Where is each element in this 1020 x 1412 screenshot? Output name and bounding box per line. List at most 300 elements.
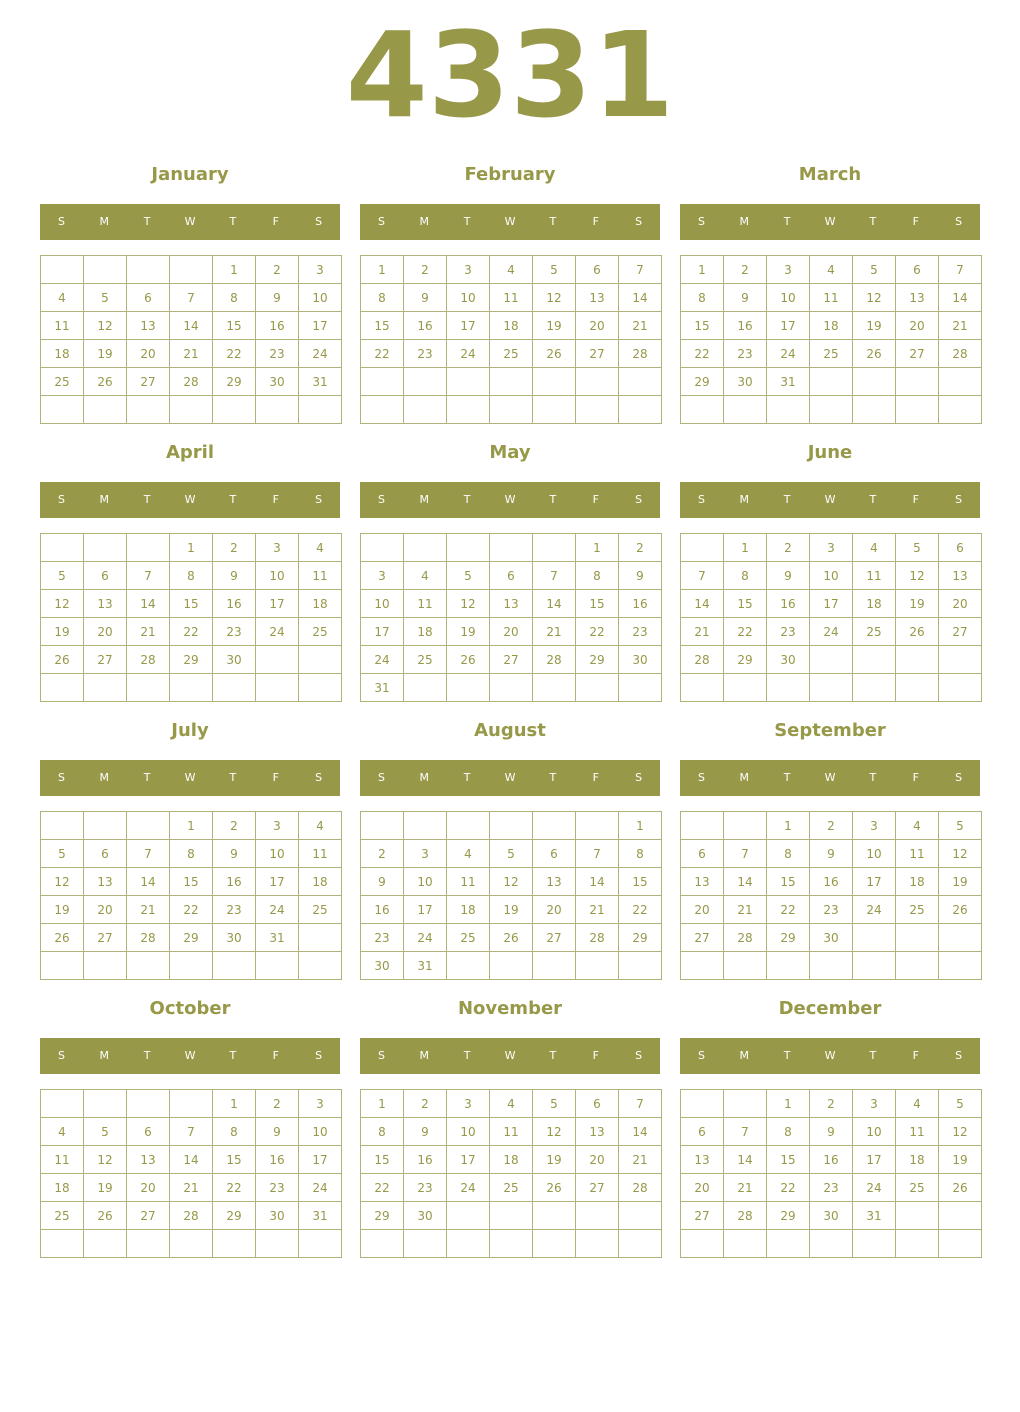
day-cell: 28 [681,646,724,674]
day-cell: 24 [299,340,342,368]
weekday-label: S [697,493,705,506]
weekday-label: W [824,493,836,506]
week-row [41,646,342,674]
empty-day-cell [84,1230,127,1258]
weekday-label: W [824,771,836,784]
month-name: June [807,442,853,463]
day-cell: 15 [619,868,662,896]
day-cell: 23 [256,1174,299,1202]
weekday-label: M [419,1049,430,1062]
day-cell: 21 [533,618,576,646]
day-cell: 3 [299,256,342,284]
day-cell: 21 [724,1174,767,1202]
empty-day-cell [767,674,810,702]
day-cell: 13 [127,312,170,340]
day-cell: 30 [213,646,256,674]
day-cell: 7 [170,284,213,312]
empty-day-cell [576,674,619,702]
weekday-label: S [57,771,65,784]
day-cell: 15 [681,312,724,340]
week-row [681,534,982,562]
empty-day-cell [533,952,576,980]
weekday-label: W [824,215,836,228]
weekday-label: F [912,493,919,506]
day-cell: 5 [896,534,939,562]
week-row [361,1090,662,1118]
week-row [361,284,662,312]
empty-day-cell [256,396,299,424]
day-cell: 6 [896,256,939,284]
day-cell: 25 [299,896,342,924]
day-cell: 9 [256,1118,299,1146]
day-cell: 2 [724,256,767,284]
day-cell: 17 [299,1146,342,1174]
week-row [41,1230,342,1258]
empty-day-cell [490,368,533,396]
empty-day-cell [896,674,939,702]
day-cell: 26 [853,340,896,368]
day-cell: 19 [853,312,896,340]
day-cell: 10 [256,840,299,868]
weekday-label: S [955,1049,963,1062]
day-cell: 18 [41,340,84,368]
day-cell: 11 [299,840,342,868]
week-row [41,840,342,868]
empty-day-cell [576,396,619,424]
week-row [681,812,982,840]
day-grid [360,533,662,702]
day-cell: 9 [213,840,256,868]
empty-day-cell [361,812,404,840]
empty-day-cell [681,396,724,424]
week-row [681,1174,982,1202]
day-cell: 18 [447,896,490,924]
empty-day-cell [619,674,662,702]
week-row [361,924,662,952]
week-row [41,590,342,618]
day-cell: 19 [447,618,490,646]
day-cell: 6 [576,256,619,284]
day-cell: 2 [810,1090,853,1118]
day-cell: 2 [404,256,447,284]
day-grid [680,255,982,424]
day-cell: 25 [41,368,84,396]
day-cell: 3 [853,1090,896,1118]
day-cell: 28 [619,1174,662,1202]
day-cell: 6 [127,1118,170,1146]
day-cell: 26 [41,924,84,952]
weekday-label: T [783,493,791,506]
weekday-label: S [57,215,65,228]
empty-day-cell [404,1230,447,1258]
day-cell: 18 [490,312,533,340]
day-cell: 19 [84,1174,127,1202]
week-row [361,312,662,340]
weekday-label: W [504,771,516,784]
day-cell: 2 [213,812,256,840]
empty-day-cell [681,674,724,702]
empty-day-cell [939,952,982,980]
day-cell: 4 [896,1090,939,1118]
weekday-label: T [869,771,877,784]
empty-day-cell [127,396,170,424]
day-cell: 25 [853,618,896,646]
day-cell: 20 [490,618,533,646]
week-row [361,618,662,646]
empty-day-cell [939,396,982,424]
day-cell: 6 [84,562,127,590]
day-cell: 25 [41,1202,84,1230]
day-cell: 13 [896,284,939,312]
day-cell: 25 [299,618,342,646]
day-grid [680,1089,982,1258]
day-cell: 13 [490,590,533,618]
week-row [41,1146,342,1174]
day-cell: 25 [447,924,490,952]
empty-day-cell [299,646,342,674]
empty-day-cell [810,396,853,424]
day-cell: 13 [533,868,576,896]
day-cell: 11 [447,868,490,896]
weekday-label: M [419,771,430,784]
empty-day-cell [724,1230,767,1258]
day-cell: 24 [256,896,299,924]
day-cell: 26 [939,1174,982,1202]
month-name: April [165,442,215,463]
day-cell: 7 [619,256,662,284]
weekday-label: S [315,1049,323,1062]
day-cell: 12 [896,562,939,590]
day-cell: 10 [404,868,447,896]
weekday-label: F [272,1049,279,1062]
empty-day-cell [767,1230,810,1258]
empty-day-cell [127,256,170,284]
day-cell: 26 [939,896,982,924]
empty-day-cell [41,952,84,980]
day-cell: 3 [361,562,404,590]
empty-day-cell [170,1230,213,1258]
day-grid [40,533,342,702]
day-cell: 19 [533,1146,576,1174]
weekday-label: M [99,1049,110,1062]
day-cell: 4 [447,840,490,868]
day-cell: 20 [681,1174,724,1202]
day-cell: 26 [41,646,84,674]
day-cell: 30 [810,1202,853,1230]
day-cell: 16 [404,1146,447,1174]
empty-day-cell [533,812,576,840]
weekday-header [40,482,340,518]
weekday-label: W [824,1049,836,1062]
empty-day-cell [619,1230,662,1258]
weekday-label: F [592,1049,599,1062]
day-cell: 9 [810,1118,853,1146]
week-row [41,534,342,562]
day-cell: 2 [619,534,662,562]
day-cell: 4 [853,534,896,562]
weekday-label: M [739,1049,750,1062]
day-cell: 20 [127,1174,170,1202]
day-cell: 21 [619,1146,662,1174]
day-cell: 12 [490,868,533,896]
day-cell: 5 [84,1118,127,1146]
week-row [41,1174,342,1202]
empty-day-cell [213,674,256,702]
week-row [681,924,982,952]
week-row [361,1118,662,1146]
empty-day-cell [939,674,982,702]
day-cell: 27 [84,646,127,674]
empty-day-cell [447,1202,490,1230]
day-cell: 1 [170,534,213,562]
empty-day-cell [853,952,896,980]
day-cell: 4 [810,256,853,284]
day-cell: 21 [127,896,170,924]
day-cell: 25 [896,1174,939,1202]
empty-day-cell [681,1230,724,1258]
month-name: December [778,998,882,1019]
empty-day-cell [127,812,170,840]
empty-day-cell [447,812,490,840]
day-cell: 13 [681,1146,724,1174]
day-cell: 8 [619,840,662,868]
empty-day-cell [256,674,299,702]
weekday-label: S [315,215,323,228]
month-name: January [151,164,229,185]
day-cell: 5 [853,256,896,284]
day-cell: 27 [576,340,619,368]
weekday-label: T [143,1049,151,1062]
day-cell: 12 [533,284,576,312]
day-cell: 21 [939,312,982,340]
month-name: October [149,998,231,1019]
empty-day-cell [170,952,213,980]
day-cell: 8 [576,562,619,590]
day-cell: 14 [127,590,170,618]
day-cell: 4 [896,812,939,840]
day-cell: 7 [127,840,170,868]
week-row [681,368,982,396]
weekday-label: S [315,771,323,784]
day-cell: 18 [896,1146,939,1174]
day-cell: 15 [361,1146,404,1174]
day-cell: 27 [896,340,939,368]
week-row [681,1230,982,1258]
day-grid [680,533,982,702]
weekday-label: T [869,1049,877,1062]
empty-day-cell [299,952,342,980]
empty-day-cell [724,396,767,424]
day-cell: 29 [767,1202,810,1230]
weekday-label: M [739,493,750,506]
empty-day-cell [896,1230,939,1258]
day-cell: 7 [576,840,619,868]
day-cell: 23 [724,340,767,368]
empty-day-cell [404,812,447,840]
week-row [41,256,342,284]
day-cell: 1 [213,256,256,284]
day-grid [680,811,982,980]
week-row [681,1202,982,1230]
weekday-label: M [419,215,430,228]
day-cell: 20 [576,1146,619,1174]
day-cell: 27 [84,924,127,952]
week-row [681,1090,982,1118]
day-cell: 28 [533,646,576,674]
day-cell: 2 [810,812,853,840]
day-cell: 25 [404,646,447,674]
week-row [41,1118,342,1146]
day-cell: 28 [619,340,662,368]
day-cell: 2 [767,534,810,562]
empty-day-cell [810,952,853,980]
day-cell: 1 [619,812,662,840]
empty-day-cell [84,812,127,840]
empty-day-cell [939,1202,982,1230]
week-row [681,868,982,896]
day-cell: 23 [256,340,299,368]
day-cell: 22 [170,896,213,924]
weekday-label: T [143,215,151,228]
day-cell: 28 [576,924,619,952]
day-cell: 7 [724,840,767,868]
day-cell: 28 [170,368,213,396]
day-cell: 14 [127,868,170,896]
day-cell: 29 [170,646,213,674]
empty-day-cell [41,812,84,840]
day-cell: 22 [681,340,724,368]
day-cell: 10 [810,562,853,590]
empty-day-cell [724,812,767,840]
empty-day-cell [170,1090,213,1118]
empty-day-cell [490,1202,533,1230]
weekday-label: M [99,493,110,506]
empty-day-cell [896,952,939,980]
empty-day-cell [896,1202,939,1230]
day-cell: 8 [361,284,404,312]
week-row [681,590,982,618]
empty-day-cell [853,368,896,396]
week-row [361,952,662,980]
empty-day-cell [41,534,84,562]
empty-day-cell [896,646,939,674]
day-cell: 30 [256,1202,299,1230]
day-grid [360,255,662,424]
day-cell: 29 [213,1202,256,1230]
day-cell: 26 [84,1202,127,1230]
empty-day-cell [619,1202,662,1230]
day-cell: 17 [447,1146,490,1174]
day-cell: 22 [361,340,404,368]
month-name: August [474,720,546,741]
day-cell: 15 [361,312,404,340]
weekday-label: M [99,771,110,784]
empty-day-cell [299,396,342,424]
day-grid [40,811,342,980]
day-cell: 3 [853,812,896,840]
day-cell: 28 [724,924,767,952]
day-cell: 26 [490,924,533,952]
weekday-label: F [272,771,279,784]
day-cell: 12 [41,868,84,896]
empty-day-cell [810,1230,853,1258]
weekday-header [360,760,660,796]
day-cell: 22 [213,1174,256,1202]
empty-day-cell [767,396,810,424]
week-row [681,396,982,424]
empty-day-cell [810,646,853,674]
day-cell: 18 [299,868,342,896]
day-cell: 27 [681,1202,724,1230]
day-cell: 29 [681,368,724,396]
weekday-label: T [549,1049,557,1062]
day-cell: 21 [127,618,170,646]
weekday-label: S [697,771,705,784]
day-cell: 13 [939,562,982,590]
empty-day-cell [939,646,982,674]
day-cell: 2 [256,256,299,284]
empty-day-cell [896,924,939,952]
day-cell: 22 [213,340,256,368]
empty-day-cell [619,368,662,396]
week-row [41,868,342,896]
week-row [681,256,982,284]
day-cell: 24 [404,924,447,952]
day-cell: 16 [213,868,256,896]
day-cell: 13 [681,868,724,896]
weekday-header [360,204,660,240]
day-cell: 17 [404,896,447,924]
day-cell: 11 [896,1118,939,1146]
empty-day-cell [939,924,982,952]
week-row [361,534,662,562]
day-cell: 2 [361,840,404,868]
day-cell: 6 [681,840,724,868]
day-cell: 11 [810,284,853,312]
day-cell: 23 [810,1174,853,1202]
week-row [681,646,982,674]
empty-day-cell [361,368,404,396]
empty-day-cell [447,396,490,424]
day-cell: 11 [853,562,896,590]
weekday-label: S [377,771,385,784]
week-row [681,840,982,868]
day-cell: 22 [576,618,619,646]
week-row [361,256,662,284]
day-cell: 28 [170,1202,213,1230]
empty-day-cell [361,1230,404,1258]
empty-day-cell [490,674,533,702]
week-row [361,674,662,702]
month-name: February [464,164,556,185]
empty-day-cell [896,368,939,396]
empty-day-cell [619,396,662,424]
day-cell: 8 [767,840,810,868]
day-cell: 31 [299,368,342,396]
weekday-label: W [184,215,196,228]
empty-day-cell [41,1090,84,1118]
day-cell: 16 [810,868,853,896]
day-cell: 1 [576,534,619,562]
day-cell: 24 [447,340,490,368]
day-cell: 30 [810,924,853,952]
empty-day-cell [810,368,853,396]
empty-day-cell [490,952,533,980]
empty-day-cell [404,534,447,562]
empty-day-cell [810,674,853,702]
weekday-label: W [184,1049,196,1062]
day-cell: 9 [404,1118,447,1146]
